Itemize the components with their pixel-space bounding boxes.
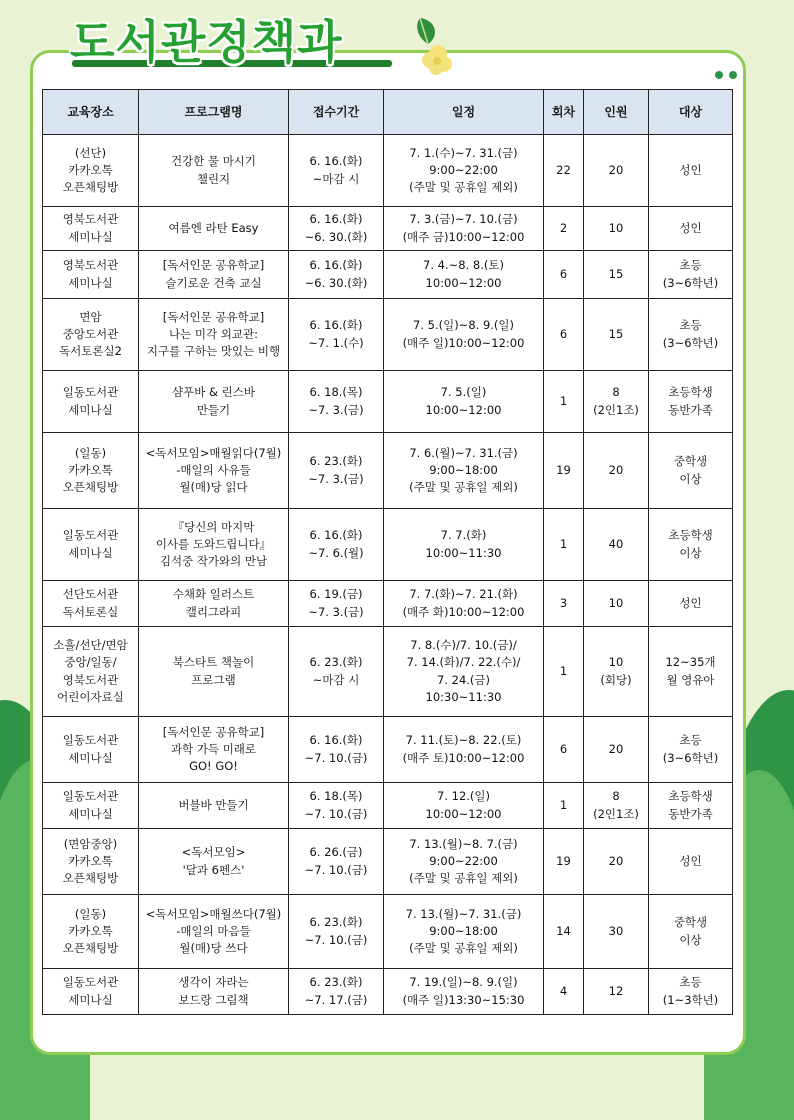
cell-capacity [584,829,649,895]
table-body [43,135,733,1015]
cell-target-text: 초등 (3~6학년) [662,733,719,765]
cell-capacity-text: 12 [608,983,624,998]
cell-target [649,627,733,717]
cell-capacity-text: 40 [608,536,624,551]
cell-place-text: 영북도서관 세미나실 [62,212,119,244]
cell-place-text: (면암중앙) 카카오톡 오픈채팅방 [62,836,119,886]
cell-program [139,627,289,717]
cell-program [139,251,289,299]
cell-capacity-text: 10 [608,220,624,235]
cell-sessions-text: 19 [556,853,571,868]
cell-sessions [544,895,584,969]
cell-place [43,433,139,509]
decor-dot [729,71,737,79]
cell-target-text: 성인 [679,162,702,177]
cell-target-text: 성인 [679,220,702,235]
cell-schedule-text: 7. 5.(일)~8. 9.(일) (매주 일)10:00~12:00 [402,318,525,350]
cell-program [139,717,289,783]
cell-program-text: <독서모임>매월읽다(7월) -매일의 사유들 월(매)당 읽다 [145,445,282,495]
cell-sessions [544,783,584,829]
cell-period [289,371,384,433]
cell-program-text: <독서모임>매월쓰다(7월) -매일의 마음들 월(매)당 쓰다 [145,906,282,956]
cell-place [43,299,139,371]
decor-dot [715,71,723,79]
cell-program-text: 샴푸바 & 린스바 만들기 [172,385,255,417]
cell-sessions-text: 6 [559,326,568,341]
table-row [43,581,733,627]
cell-schedule [384,251,544,299]
cell-period [289,299,384,371]
cell-period-text: 6. 16.(화) ~7. 10.(금) [304,733,368,765]
cell-place-text: (선단) 카카오톡 오픈채팅방 [62,145,119,195]
table-row [43,509,733,581]
cell-program [139,371,289,433]
cell-place-text: 일동도서관 세미나실 [62,528,119,560]
cell-place [43,371,139,433]
cell-sessions [544,581,584,627]
cell-sessions [544,299,584,371]
cell-schedule-text: 7. 8.(수)/7. 10.(금)/ 7. 14.(화)/7. 22.(수)/ 7. 24.(금) 10:30~11:30 [406,638,521,704]
cell-capacity-text: 20 [608,853,624,868]
cell-place-text: (일동) 카카오톡 오픈채팅방 [62,445,119,495]
cell-target [649,581,733,627]
cell-program [139,299,289,371]
cell-place [43,717,139,783]
program-schedule-table [42,89,733,1015]
table-row [43,371,733,433]
cell-program [139,207,289,251]
cell-capacity-text: 8 (2인1조) [593,385,639,417]
cell-capacity-text: 15 [608,266,624,281]
cell-schedule-text: 7. 4.~8. 8.(토) 10:00~12:00 [423,258,504,290]
cell-capacity [584,581,649,627]
table-row [43,207,733,251]
cell-schedule [384,895,544,969]
cell-schedule [384,299,544,371]
cell-period [289,207,384,251]
cell-target-text: 초등학생 이상 [668,528,713,560]
cell-target [649,433,733,509]
cell-period [289,581,384,627]
cell-place [43,829,139,895]
cell-program-text: <독서모임> '달과 6펜스' [181,845,246,877]
cell-target [649,371,733,433]
cell-schedule-text: 7. 6.(월)~7. 31.(금) 9:00~18:00 (주말 및 공휴일 제외) [409,445,518,495]
cell-program-text: [독서인문 공유학교] 슬기로운 건축 교실 [162,258,265,290]
cell-schedule [384,969,544,1015]
table-row [43,783,733,829]
cell-capacity [584,433,649,509]
header-schedule: 일정 [384,90,544,135]
cell-schedule-text: 7. 13.(월)~8. 7.(금) 9:00~22:00 (주말 및 공휴일 제외) [409,836,518,886]
cell-target-text: 12~35개 월 영유아 [665,655,716,687]
cell-capacity [584,717,649,783]
cell-sessions-text: 22 [556,162,571,177]
header-place: 교육장소 [43,90,139,135]
header-period: 접수기간 [289,90,384,135]
cell-target-text: 성인 [679,853,702,868]
cell-capacity-text: 8 (2인1조) [593,789,639,821]
cell-schedule [384,135,544,207]
cell-period-text: 6. 16.(화) ~7. 1.(수) [308,318,364,350]
cell-target [649,207,733,251]
cell-capacity-text: 15 [608,326,624,341]
cell-capacity-text: 10 (회당) [600,655,632,687]
header-target: 대상 [649,90,733,135]
table-row [43,717,733,783]
cell-capacity [584,251,649,299]
cell-schedule-text: 7. 7.(화) 10:00~11:30 [425,528,502,560]
cell-place [43,135,139,207]
cell-period-text: 6. 18.(목) ~7. 3.(금) [308,385,364,417]
cell-target [649,783,733,829]
cell-period [289,717,384,783]
leaf-flower-icon [410,14,458,76]
table-row [43,969,733,1015]
header-sessions: 회차 [544,90,584,135]
cell-capacity [584,509,649,581]
cell-sessions-text: 6 [559,741,568,756]
cell-program [139,783,289,829]
cell-place [43,509,139,581]
cell-period-text: 6. 26.(금) ~7. 10.(금) [304,845,368,877]
cell-program-text: [독서인문 공유학교] 나는 미각 외교관: 지구를 구하는 맛있는 비행 [146,309,281,359]
cell-capacity [584,299,649,371]
cell-schedule-text: 7. 1.(수)~7. 31.(금) 9:00~22:00 (주말 및 공휴일 제외) [409,145,518,195]
cell-target [649,895,733,969]
cell-capacity [584,969,649,1015]
cell-period [289,895,384,969]
cell-sessions [544,371,584,433]
cell-capacity [584,207,649,251]
cell-period [289,829,384,895]
cell-schedule [384,509,544,581]
cell-target [649,299,733,371]
cell-place [43,207,139,251]
cell-target [649,509,733,581]
cell-capacity [584,895,649,969]
cell-capacity [584,135,649,207]
cell-sessions-text: 1 [559,393,568,408]
cell-target-text: 초등 (3~6학년) [662,258,719,290]
cell-sessions-text: 1 [559,797,568,812]
cell-capacity-text: 20 [608,162,624,177]
cell-capacity-text: 20 [608,462,624,477]
header-program: 프로그램명 [139,90,289,135]
cell-schedule-text: 7. 5.(일) 10:00~12:00 [425,385,502,417]
cell-program-text: 생각이 자라는 보드랑 그림책 [178,975,249,1007]
cell-target-text: 중학생 이상 [673,915,708,947]
header-capacity: 인원 [584,90,649,135]
cell-sessions-text: 6 [559,266,568,281]
cell-schedule [384,433,544,509]
cell-target-text: 초등학생 동반가족 [668,789,713,821]
cell-target-text: 초등학생 동반가족 [668,385,713,417]
cell-program [139,135,289,207]
cell-schedule-text: 7. 11.(토)~8. 22.(토) (매주 토)10:00~12:00 [402,733,525,765]
cell-program-text: [독서인문 공유학교] 과학 가득 미래로 GO! GO! [162,724,265,774]
cell-schedule [384,581,544,627]
table-row [43,135,733,207]
cell-program-text: 여름엔 라탄 Easy [168,220,259,235]
cell-sessions [544,627,584,717]
cell-schedule-text: 7. 7.(화)~7. 21.(화) (매주 화)10:00~12:00 [402,587,525,619]
cell-period [289,969,384,1015]
cell-sessions [544,717,584,783]
cell-sessions-text: 2 [559,220,568,235]
cell-target [649,829,733,895]
cell-sessions-text: 3 [559,595,568,610]
cell-target-text: 초등 (3~6학년) [662,318,719,350]
cell-place [43,783,139,829]
cell-period-text: 6. 23.(화) ~마감 시 [309,655,363,687]
cell-period [289,509,384,581]
cell-capacity [584,371,649,433]
cell-target-text: 초등 (1~3학년) [662,975,719,1007]
table-header-row [43,90,733,135]
cell-schedule-text: 7. 13.(월)~7. 31.(금) 9:00~18:00 (주말 및 공휴일 제외) [405,906,522,956]
cell-period-text: 6. 23.(화) ~7. 3.(금) [308,454,364,486]
table-row [43,895,733,969]
cell-schedule [384,829,544,895]
cell-target [649,969,733,1015]
table-row [43,251,733,299]
cell-schedule [384,783,544,829]
cell-capacity [584,783,649,829]
cell-capacity-text: 20 [608,741,624,756]
cell-sessions [544,207,584,251]
cell-place [43,895,139,969]
cell-schedule-text: 7. 3.(금)~7. 10.(금) (매주 금)10:00~12:00 [402,212,525,244]
cell-target [649,251,733,299]
cell-schedule [384,371,544,433]
cell-program-text: 수채화 일러스트 캘리그라피 [172,587,255,619]
cell-period-text: 6. 18.(목) ~7. 10.(금) [304,789,368,821]
table-row [43,433,733,509]
cell-schedule [384,627,544,717]
cell-period-text: 6. 16.(화) ~마감 시 [309,154,363,186]
cell-sessions [544,509,584,581]
cell-sessions-text: 4 [559,983,568,998]
cell-sessions [544,433,584,509]
cell-program [139,969,289,1015]
page-title: 도서관정책과 [70,15,343,69]
cell-program-text: 건강한 물 마시기 챌린지 [170,154,257,186]
cell-place-text: 소흘/선단/면암 중앙/일동/ 영북도서관 어린이자료실 [53,638,128,704]
cell-program [139,829,289,895]
cell-program-text: 『당신의 마지막 이사를 도와드립니다』 김석중 작가와의 만남 [155,519,272,569]
cell-place [43,251,139,299]
cell-period [289,251,384,299]
cell-place [43,969,139,1015]
cell-sessions-text: 19 [556,462,571,477]
cell-program-text: 북스타트 책놀이 프로그램 [172,655,255,687]
cell-schedule-text: 7. 19.(일)~8. 9.(일) (매주 일)13:30~15:30 [402,975,525,1007]
cell-program [139,433,289,509]
cell-period [289,135,384,207]
table-row [43,627,733,717]
cell-period [289,783,384,829]
cell-capacity-text: 10 [608,595,624,610]
cell-sessions [544,969,584,1015]
cell-sessions [544,251,584,299]
cell-place [43,581,139,627]
cell-program-text: 버블바 만들기 [178,797,249,812]
table-row [43,299,733,371]
cell-place-text: 일동도서관 세미나실 [62,385,119,417]
cell-period-text: 6. 19.(금) ~7. 3.(금) [308,587,364,619]
cell-place-text: (일동) 카카오톡 오픈채팅방 [62,906,119,956]
cell-sessions-text: 14 [556,923,571,938]
cell-period-text: 6. 23.(화) ~7. 10.(금) [304,915,368,947]
cell-period-text: 6. 16.(화) ~7. 6.(월) [308,528,364,560]
cell-period-text: 6. 16.(화) ~6. 30.(화) [304,258,368,290]
cell-target-text: 성인 [679,595,702,610]
cell-target-text: 중학생 이상 [673,454,708,486]
cell-capacity [584,627,649,717]
cell-place-text: 일동도서관 세미나실 [62,789,119,821]
cell-sessions-text: 1 [559,536,568,551]
cell-schedule [384,717,544,783]
cell-sessions-text: 1 [559,663,568,678]
cell-place-text: 영북도서관 세미나실 [62,258,119,290]
cell-target [649,135,733,207]
cell-sessions [544,135,584,207]
cell-place-text: 일동도서관 세미나실 [62,733,119,765]
cell-place-text: 일동도서관 세미나실 [62,975,119,1007]
cell-schedule [384,207,544,251]
cell-place-text: 선단도서관 독서토론실 [62,587,119,619]
cell-sessions [544,829,584,895]
table-row [43,829,733,895]
cell-program [139,581,289,627]
cell-period-text: 6. 23.(화) ~7. 17.(금) [304,975,368,1007]
cell-target [649,717,733,783]
cell-period [289,627,384,717]
cell-period-text: 6. 16.(화) ~6. 30.(화) [304,212,368,244]
cell-capacity-text: 30 [608,923,624,938]
cell-schedule-text: 7. 12.(일) 10:00~12:00 [425,789,502,821]
cell-place [43,627,139,717]
cell-place-text: 면암 중앙도서관 독서토론실2 [59,309,122,359]
cell-period [289,433,384,509]
cell-program [139,509,289,581]
cell-program [139,895,289,969]
